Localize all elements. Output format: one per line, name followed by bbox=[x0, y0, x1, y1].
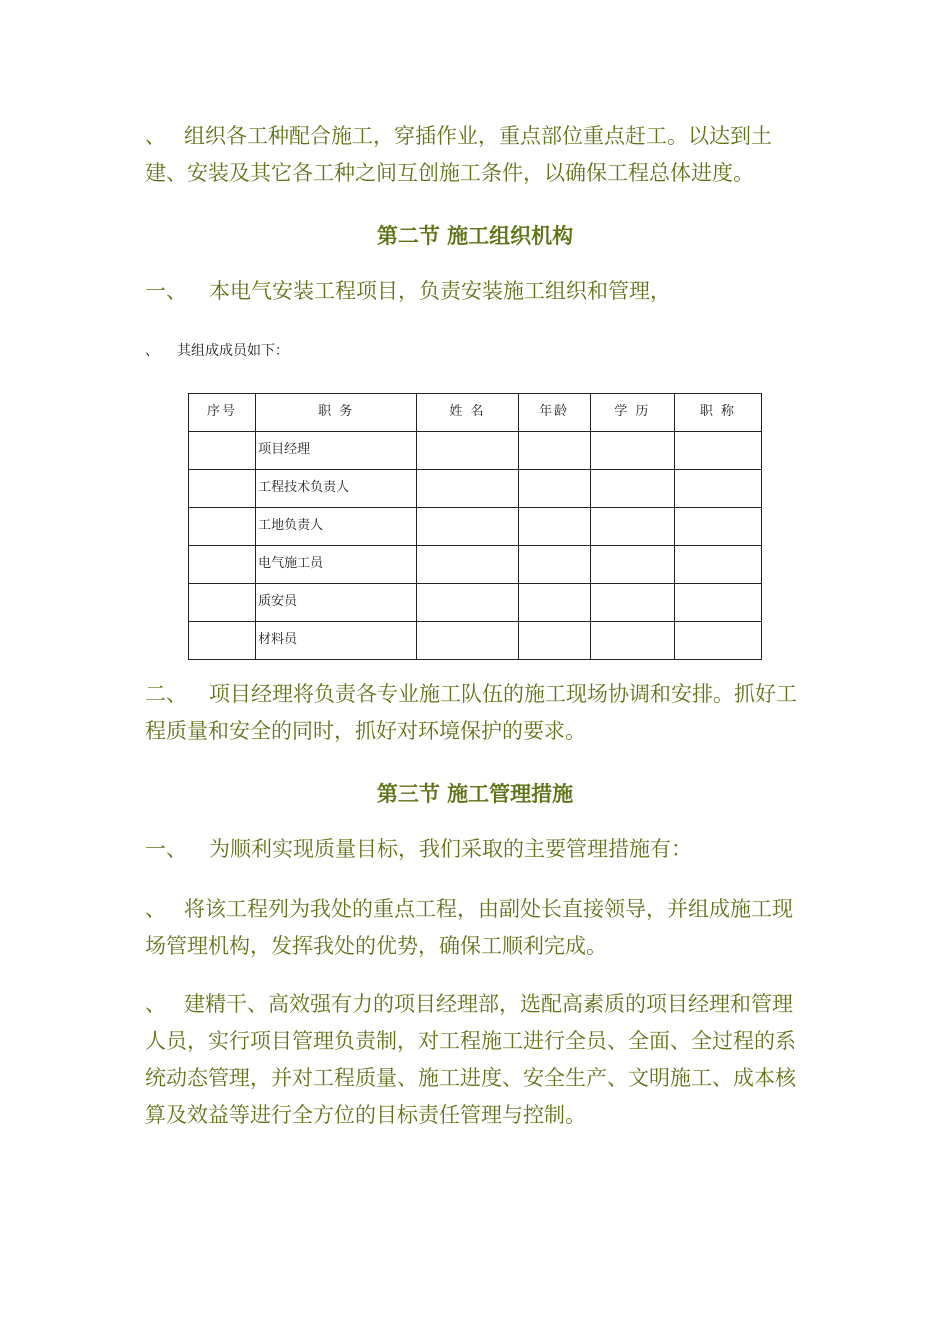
cell-position: 材料员 bbox=[256, 622, 417, 660]
list-marker: 、 bbox=[145, 897, 166, 921]
cell-name bbox=[417, 432, 518, 470]
cell-index bbox=[189, 622, 256, 660]
cell-title bbox=[674, 546, 761, 584]
cell-index bbox=[189, 470, 256, 508]
paragraph-project-department bbox=[145, 986, 810, 1134]
list-marker: 、 bbox=[145, 992, 166, 1016]
cell-position: 项目经理 bbox=[256, 432, 417, 470]
cell-age bbox=[518, 432, 590, 470]
paragraph-text: 其组成成员如下： bbox=[177, 343, 289, 359]
table-row bbox=[189, 584, 762, 622]
cell-education bbox=[590, 622, 674, 660]
cell-index bbox=[189, 546, 256, 584]
cell-education bbox=[590, 470, 674, 508]
cell-age bbox=[518, 508, 590, 546]
cell-name bbox=[417, 622, 518, 660]
list-marker: 、 bbox=[145, 343, 159, 359]
cell-education bbox=[590, 584, 674, 622]
paragraph-members-intro bbox=[145, 340, 289, 360]
cell-index bbox=[189, 584, 256, 622]
list-marker: 、 bbox=[145, 124, 166, 148]
header-index: 序号 bbox=[189, 394, 256, 432]
cell-position: 工程技术负责人 bbox=[256, 470, 417, 508]
cell-name bbox=[417, 546, 518, 584]
paragraph-quality-goals bbox=[145, 831, 810, 868]
cell-name bbox=[417, 584, 518, 622]
paragraph-text: 将该工程列为我处的重点工程，由副处长直接领导，并组成施工现场管理机构，发挥我处的优势，确保工顺利完成。 bbox=[145, 897, 793, 958]
paragraph-manager-duties bbox=[145, 676, 810, 750]
cell-title bbox=[674, 622, 761, 660]
header-name: 姓 名 bbox=[417, 394, 518, 432]
paragraph-text: 建精干、高效强有力的项目经理部，选配高素质的项目经理和管理人员，实行项目管理负责制，对工程施工进行全员、全面、全过程的系统动态管理，并对工程质量、施工进度、安全生产、文明施工、成本核算及效益等进行全方位的目标责任管理与控制。 bbox=[145, 992, 796, 1127]
cell-education bbox=[590, 432, 674, 470]
cell-age bbox=[518, 470, 590, 508]
paragraph-text: 组织各工种配合施工，穿插作业，重点部位重点赶工。以达到土建、安装及其它各工种之间互创施工条件，以确保工程总体进度。 bbox=[145, 124, 772, 185]
list-marker: 二、 bbox=[145, 682, 187, 706]
table-row bbox=[189, 622, 762, 660]
cell-index bbox=[189, 508, 256, 546]
table-row bbox=[189, 546, 762, 584]
section-heading-organization: 第二节 施工组织机构 bbox=[376, 223, 574, 248]
table-row bbox=[189, 508, 762, 546]
cell-position: 工地负责人 bbox=[256, 508, 417, 546]
header-age: 年龄 bbox=[518, 394, 590, 432]
table-row bbox=[189, 432, 762, 470]
paragraph-key-project bbox=[145, 891, 810, 965]
cell-education bbox=[590, 508, 674, 546]
cell-index bbox=[189, 432, 256, 470]
cell-title bbox=[674, 584, 761, 622]
cell-name bbox=[417, 508, 518, 546]
cell-age bbox=[518, 584, 590, 622]
list-marker: 一、 bbox=[145, 279, 187, 303]
cell-age bbox=[518, 622, 590, 660]
paragraph-project-scope bbox=[145, 273, 810, 310]
cell-position: 质安员 bbox=[256, 584, 417, 622]
cell-title bbox=[674, 432, 761, 470]
section-heading-management: 第三节 施工管理措施 bbox=[376, 781, 574, 806]
list-marker: 一、 bbox=[145, 837, 187, 861]
table-header-row bbox=[189, 394, 762, 432]
paragraph-text: 为顺利实现质量目标，我们采取的主要管理措施有： bbox=[209, 837, 692, 861]
cell-education bbox=[590, 546, 674, 584]
paragraph-text: 本电气安装工程项目，负责安装施工组织和管理， bbox=[209, 279, 671, 303]
cell-name bbox=[417, 470, 518, 508]
staff-table bbox=[188, 393, 762, 660]
table-row bbox=[189, 470, 762, 508]
paragraph-coordination bbox=[145, 118, 810, 192]
cell-age bbox=[518, 546, 590, 584]
header-title: 职 称 bbox=[674, 394, 761, 432]
header-position: 职 务 bbox=[256, 394, 417, 432]
header-education: 学 历 bbox=[590, 394, 674, 432]
paragraph-text: 项目经理将负责各专业施工队伍的施工现场协调和安排。抓好工程质量和安全的同时，抓好对环境保护的要求。 bbox=[145, 682, 797, 743]
cell-title bbox=[674, 470, 761, 508]
cell-title bbox=[674, 508, 761, 546]
cell-position: 电气施工员 bbox=[256, 546, 417, 584]
